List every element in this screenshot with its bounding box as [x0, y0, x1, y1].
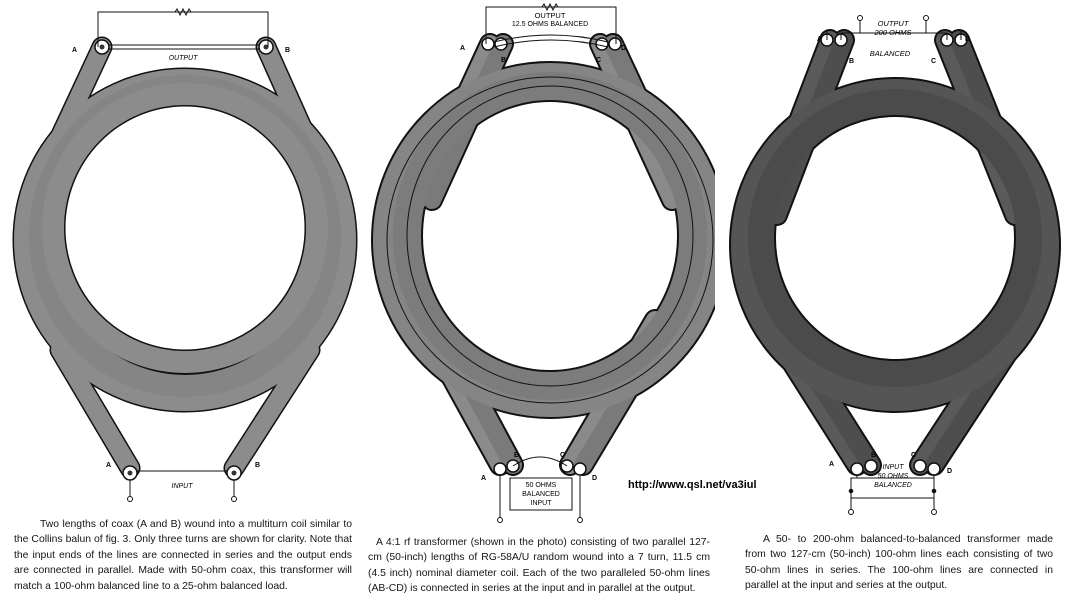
label-a-bottom: A: [481, 475, 487, 482]
output-impedance: 200 OHMS: [874, 28, 912, 37]
label-d-bottom: D: [947, 468, 953, 475]
coax-coil-panel-2: [387, 38, 713, 475]
label-a-top: A: [72, 47, 78, 54]
input-balanced: BALANCED: [874, 482, 912, 489]
label-c: C: [931, 58, 937, 65]
label-c: C: [596, 57, 602, 64]
caption-panel-2: A 4:1 rf transformer (shown in the photo) consisting of two parallel 127-cm (50-inch) lengths of RG-58A/U random wound into a 7 turn, 11.5 cm (4.5 inch) nominal diameter coil. Each of the two paralleled 50-ohm lines (AB-CD) is connected in series at the input and in parallel at the output.: [368, 537, 710, 595]
output-label: OUTPUT: [534, 11, 566, 20]
output-impedance: 12.5 OHMS BALANCED: [511, 21, 589, 28]
label-b-bottom: B: [871, 452, 877, 459]
label-d: D: [965, 36, 971, 43]
output-label: OUTPUT: [877, 19, 909, 28]
coax-coil-panel-1: [25, 40, 345, 480]
label-d: D: [621, 45, 627, 52]
label-b-bottom: B: [255, 462, 261, 469]
label-c-bottom: C: [560, 452, 566, 459]
caption-panel-1: Two lengths of coax (A and B) wound into a multiturn coil similar to the Collins balun of fig. 3. Only three turns are shown for clarity. Note that the input ends of the lines are connected in series and the output ends are connected in parallel. Made with 50-ohm coax, this transformer will match a 100-ohm balanced line to a 25-ohm balanced load.: [14, 519, 352, 592]
panel-3-diagram: [715, 0, 1067, 525]
label-b-bottom: B: [514, 452, 520, 459]
label-a-bottom: A: [106, 462, 112, 469]
label-d-bottom: D: [592, 475, 598, 482]
label-c-bottom: C: [911, 452, 917, 459]
label-a-bottom: A: [829, 461, 835, 468]
input-label: INPUT: [530, 500, 552, 507]
label-b: B: [501, 57, 507, 64]
input-impedance: 50 OHMS: [525, 482, 557, 489]
label-a: A: [460, 45, 466, 52]
label-b-top: B: [285, 47, 291, 54]
input-balanced: BALANCED: [522, 491, 560, 498]
panel-2-diagram: [360, 0, 715, 530]
input-impedance: 50 OHMS: [877, 473, 909, 480]
input-label: INPUT: [171, 483, 193, 490]
balanced-label: BALANCED: [869, 49, 911, 58]
label-a: A: [817, 36, 823, 43]
label-b: B: [849, 58, 855, 65]
source-url-link[interactable]: http://www.qsl.net/va3iul: [628, 479, 757, 491]
output-label: OUTPUT: [168, 55, 198, 62]
input-label: INPUT: [882, 464, 904, 471]
panel-1-diagram: [0, 0, 360, 515]
coax-coil-panel-3: [747, 34, 1043, 475]
caption-panel-3: A 50- to 200-ohm balanced-to-balanced transformer made from two 127-cm (50-inch) 100-ohm lines each consisting of two 50-ohm lines in series. The 100-ohm lines are connected in parallel at the input and series at the output.: [745, 534, 1053, 592]
